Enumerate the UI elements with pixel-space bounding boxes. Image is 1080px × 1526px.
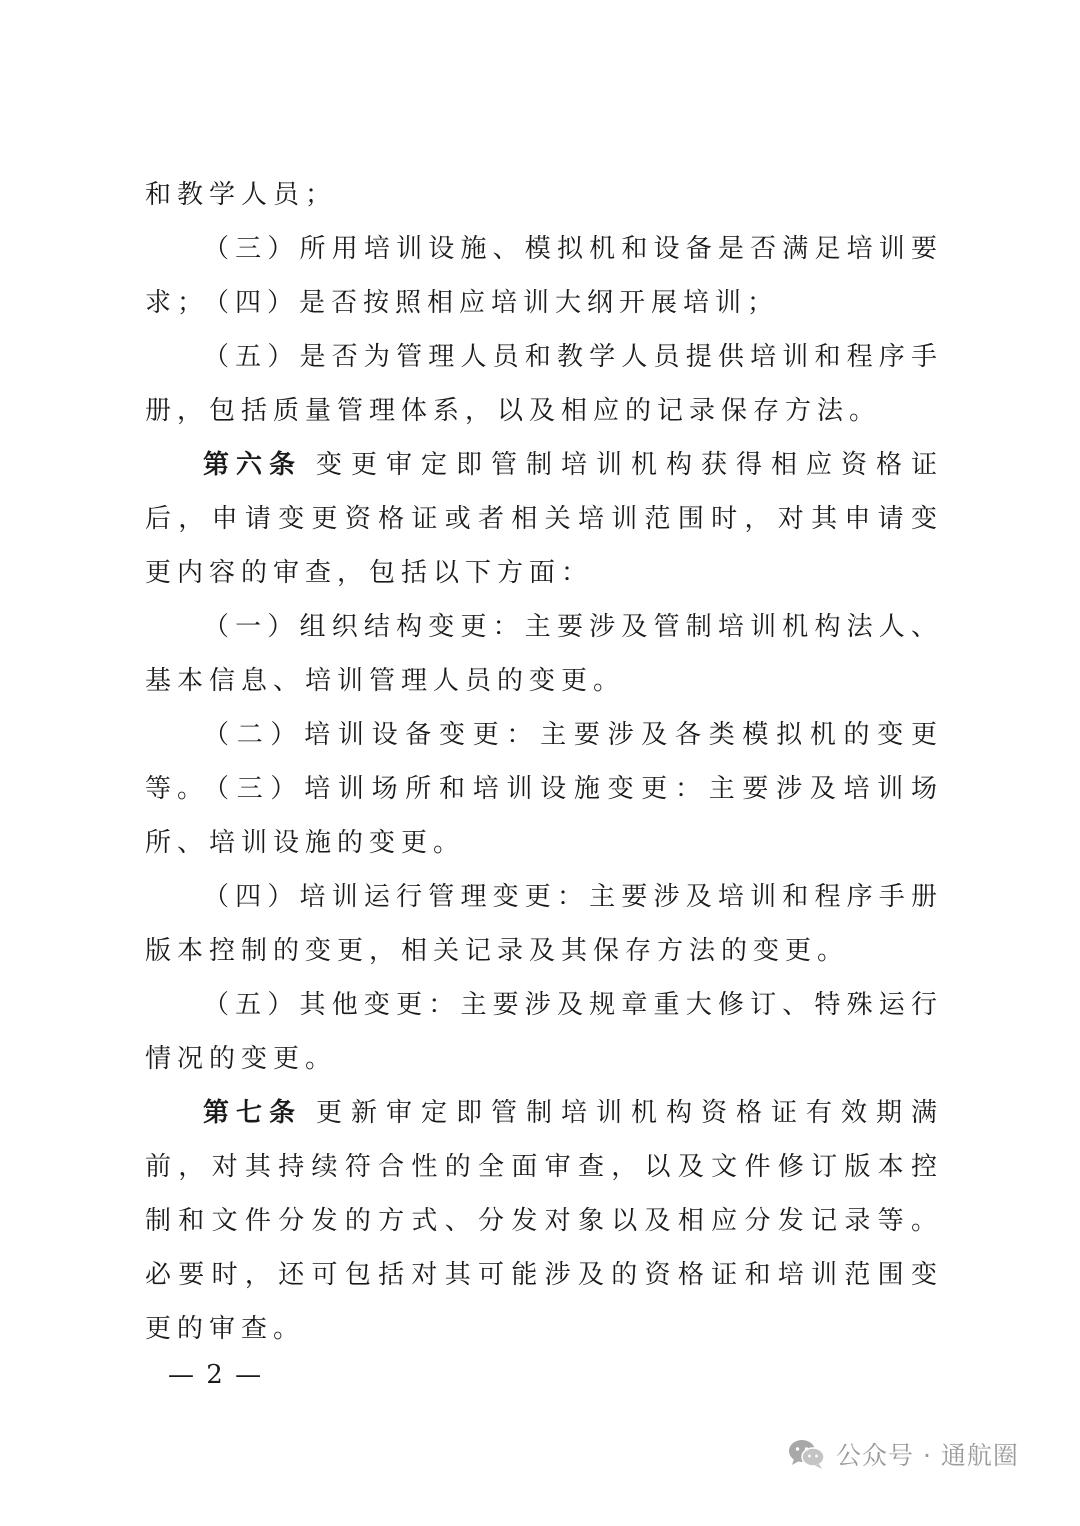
paragraph-text: （三）培训场所和培训设施变更：主要涉及培训场所、培训设施的变更。 <box>145 774 943 858</box>
article-label: 第七条 <box>203 1098 302 1128</box>
paragraph-text: （四）培训运行管理变更：主要涉及培训和程序手册版本控制的变更，相关记录及其保存方法的变更。 <box>145 882 943 966</box>
paragraph-text: 和教学人员； <box>145 180 338 210</box>
article-label: 第六条 <box>203 450 302 480</box>
paragraph-change-5 <box>145 978 943 1086</box>
paragraph-text: （一）组织结构变更：主要涉及管制培训机构法人、基本信息、培训管理人员的变更。 <box>145 612 943 696</box>
paragraph-text: （二）培训设备变更：主要涉及各类模拟机的变更等。 <box>145 720 943 804</box>
paragraph-change-4 <box>145 870 943 978</box>
article-text: 变更审定即管制培训机构获得相应资格证后，申请变更资格证或者相关培训范围时，对其申请变更内容的审查，包括以下方面： <box>145 450 943 588</box>
paragraph-item-5 <box>145 330 943 438</box>
paragraph-continuation <box>145 168 943 222</box>
paragraph-text: （三）所用培训设施、模拟机和设备是否满足培训要求； <box>145 234 943 318</box>
paragraph-change-3 <box>145 762 943 870</box>
wechat-icon <box>788 1438 826 1470</box>
paragraph-text: （五）是否为管理人员和教学人员提供培训和程序手册，包括质量管理体系，以及相应的记录保存方法。 <box>145 342 943 426</box>
paragraph-text: （五）其他变更：主要涉及规章重大修订、特殊运行情况的变更。 <box>145 990 943 1074</box>
page-number: — 2 — <box>168 1360 264 1390</box>
paragraph-item-4 <box>145 276 943 330</box>
article-text: 更新审定即管制培训机构资格证有效期满前，对其持续符合性的全面审查，以及文件修订版本控制和文件分发的方式、分发对象以及相应分发记录等。必要时，还可包括对其可能涉及的资格证和培训范围变更的审查。 <box>145 1098 943 1344</box>
paragraph-change-1 <box>145 600 943 708</box>
watermark <box>788 1434 1019 1474</box>
article-7 <box>145 1086 943 1356</box>
article-6 <box>145 438 943 600</box>
paragraph-text: （四）是否按照相应培训大纲开展培训； <box>203 288 780 318</box>
watermark-text: 公众号 · 通航圈 <box>836 1441 1019 1470</box>
